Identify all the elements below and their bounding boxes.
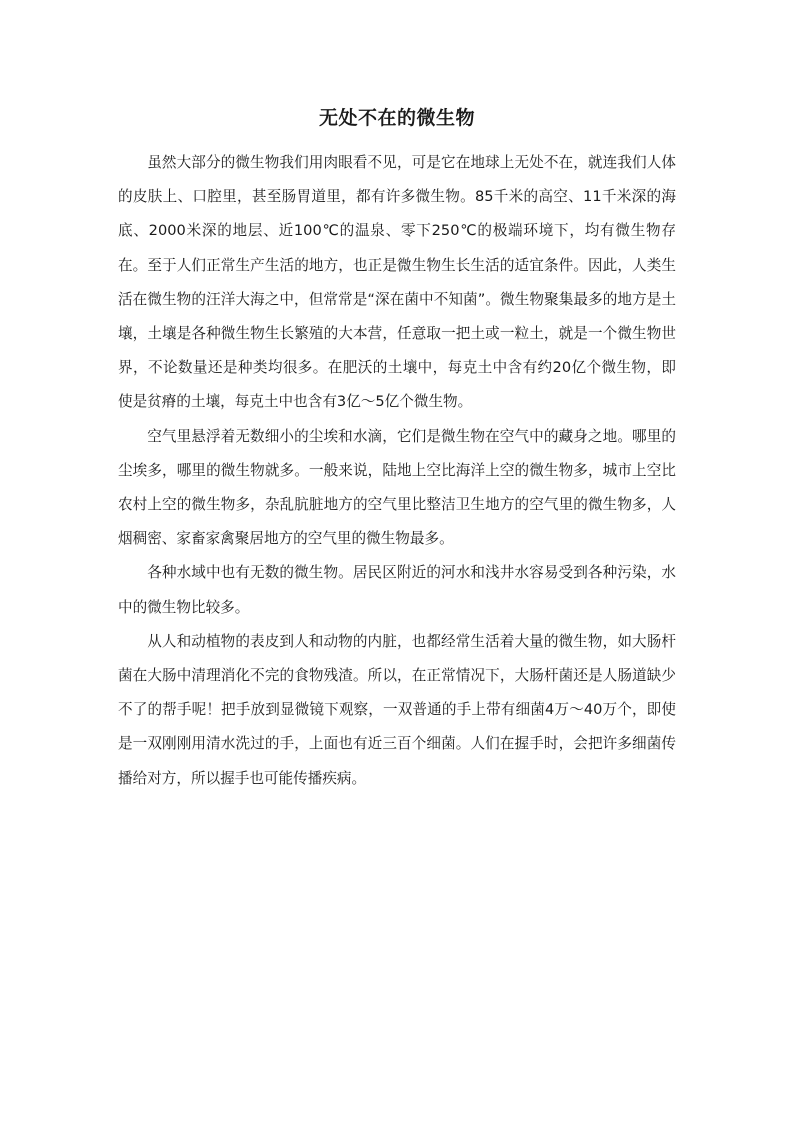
paragraph-soil: 虽然大部分的微生物我们用肉眼看不见，可是它在地球上无处不在，就连我们人体的皮肤上、口腔里，甚至肠胃道里，都有许多微生物。85千米的高空、11千米深的海底、2000米深的地层、近100℃的温泉、零下250℃的极端环境下，均有微生物存在。至于人们正常生产生活的地方，也正是微生物生长生活的适宜条件。因此，人类生活在微生物的汪洋大海之中，但常常是“深在菌中不知菌”。微生物聚集最多的地方是土壤，土壤是各种微生物生长繁殖的大本营，任意取一把土或一粒土，就是一个微生物世界，不论数量还是种类均很多。在肥沃的土壤中，每克土中含有约20亿个微生物，即使是贫瘠的土壤，每克土中也含有3亿～5亿个微生物。 <box>118 154 676 411</box>
paragraph-air: 空气里悬浮着无数细小的尘埃和水滴，它们是微生物在空气中的藏身之地。哪里的尘埃多，哪里的微生物就多。一般来说，陆地上空比海洋上空的微生物多，城市上空比农村上空的微生物多，杂乱肮脏地方的空气里比整洁卫生地方的空气里的微生物多，人烟稠密、家畜家禽聚居地方的空气里的微生物最多。 <box>118 427 676 548</box>
document-title: 无处不在的微生物 <box>318 107 475 129</box>
document-body <box>118 146 676 796</box>
paragraph-body: 从人和动植物的表皮到人和动物的内脏，也都经常生活着大量的微生物，如大肠杆菌在大肠中清理消化不完的食物残渣。所以，在正常情况下，大肠杆菌还是人肠道缺少不了的帮手呢！把手放到显微镜下观察，一双普通的手上带有细菌4万～40万个，即使是一双刚刚用清水洗过的手，上面也有近三百个细菌。人们在握手时，会把许多细菌传播给对方，所以握手也可能传播疾病。 <box>118 632 676 787</box>
paragraph-water: 各种水域中也有无数的微生物。居民区附近的河水和浅井水容易受到各种污染，水中的微生物比较多。 <box>118 564 676 616</box>
